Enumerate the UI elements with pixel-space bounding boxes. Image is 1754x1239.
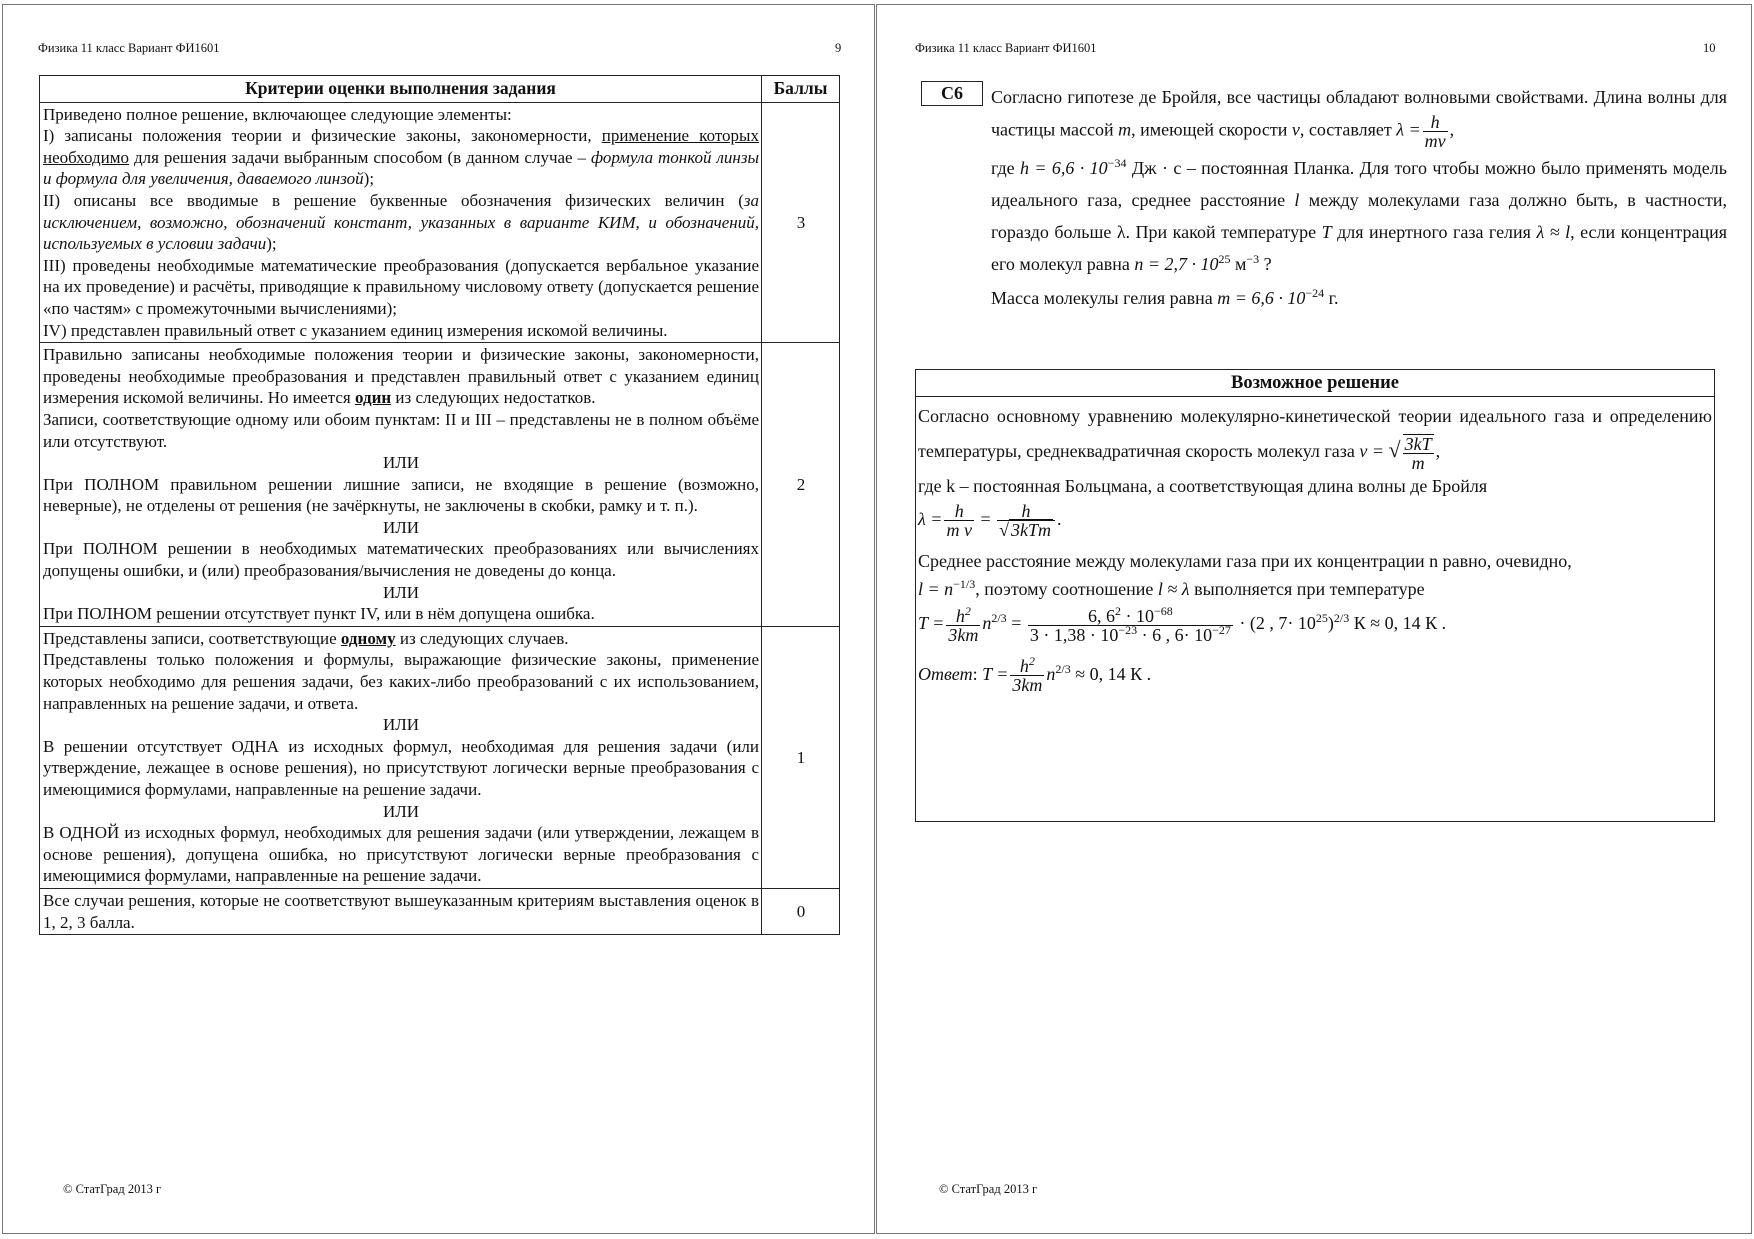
criteria-cell: Правильно записаны необходимые положения теории и физические законы, закономерности, проведены необходимые преобразования и представлен правильный ответ с указанием единиц измерения искомой величины. Но имеется один из следующих недостатков. Записи, соответствующие одному или обоим пунктам: II и III – представлены не в полном объёме или отсутствуют. ИЛИ При ПОЛНОМ правильном решении лишние записи, не входящие в решение (возможно, неверные), не отделены от решения (не зачёркнуты, не заключены в скобки, рамку и т. п.). ИЛИ При ПОЛНОМ решении в необходимых математических преобразованиях или вычислениях допущены ошибки, и (или) преобразования/вычисления не доведены до конца. ИЛИ При ПОЛНОМ решении отсутствует пункт IV, или в нём допущена ошибка. (40, 343, 762, 627)
page-header: Физика 11 класс Вариант ФИ1601 (915, 41, 1097, 55)
debroglie-formula: $\frac{h}{\text{m v}}$ (946, 501, 972, 541)
points-cell: 2 (762, 343, 840, 627)
table-row (40, 343, 840, 627)
page-header: Физика 11 класс Вариант ФИ1601 (38, 41, 220, 55)
table-row (40, 626, 840, 888)
points-cell: 3 (762, 102, 840, 343)
answer-label: Ответ (918, 663, 973, 684)
table-header-row (40, 76, 840, 103)
lambda-formula: $\frac{h}{mv}$ (1424, 112, 1446, 151)
page-footer: © СтатГрад 2013 г (939, 1182, 1038, 1196)
points-cell: 1 (762, 626, 840, 888)
question-label: С6 (921, 81, 983, 106)
temperature-calc: $\frac{6, 6^2 \cdot 10^{-68}}{3 \cdot 1,38 \cdot 10^{-23} \cdot 6 , 6\cdot 10^{-27}}$ (1029, 603, 1231, 645)
criteria-cell: Приведено полное решение, включающее следующие элементы: I) записаны положения теории и физические законы, закономерности, применение которых необходимо для решения задачи выбранным способом (в данном случае – формула тонкой линзы и формула для увеличения, даваемого линзой); II) описаны все вводимые в решение буквенные обозначения физических величин (за исключением, возможно, обозначений констант, указанных в варианте КИМ, и обозначений, используемых в условии задачи); III) проведены необходимые математические преобразования (допускается вербальное указание на их проведение) и расчёты, приводящие к правильному числовому ответу (допускается решение «по частям» с промежуточными вычислениями); IV) представлен правильный ответ с указанием единиц измерения искомой величины. (40, 102, 762, 343)
criteria-column-header: Критерии оценки выполнения задания (40, 76, 762, 103)
table-row (40, 102, 840, 343)
criteria-cell: Представлены записи, соответствующие одному из следующих случаев. Представлены только положения и формулы, выражающие физические законы, применение которых необходимо для решения задачи, без каких-либо преобразований с их использованием, направленных на решение задачи, и ответа. ИЛИ В решении отсутствует ОДНА из исходных формул, необходимая для решения задачи (или утверждение, лежащее в основе решения), но присутствуют логически верные преобразования с имеющимися формулами, направленные на решение задачи. ИЛИ В ОДНОЙ из исходных формул, необходимых для решения задачи (или утверждении, лежащем в основе решения), допущена ошибка, но присутствуют логически верные преобразования с имеющимися формулами, направленные на решение задачи. (40, 626, 762, 888)
page-10 (876, 4, 1752, 1234)
page-9 (2, 4, 875, 1234)
solution-box: Возможное решение Согласно основному уравнению молекулярно-кинетической теории идеального газа и определению температуры, среднеквадратичная скорость молекул газа v = √ $\frac{3kT}{m}$ , где k – постоянная Больцмана, а соответствующая длина волны де Бройля λ = $\frac{h}{\text{m v}}$ = $\frac{h}{\text{√ 3kTm}}$ . Среднее расстояние между молекулами газа при их концентрации n равно, очевидно, $l = n^{-1/3}$, поэтому соотношение l ≈ λ выполняется при температуре T = $\frac{h^2}{3km}$ $n^{2/3}$ = $\frac{6, 6^2 \cdot 10^{-68}}{3 \cdot 1,38 \cdot 10^{-23} \cdot 6 , 6\cdot 10^{-27}}$ · (2 , $7\cdot 10^{25})^{2/3}$ К ≈ 0, 14 К . Ответ: T = $\frac{h^2}{3km}$ $n^{2/3} \approx 0$, 14 К . (915, 369, 1715, 822)
criteria-table (39, 75, 840, 935)
answer-formula: $\frac{h^2}{3km}$ (1012, 654, 1043, 695)
page-footer: © СтатГрад 2013 г (63, 1182, 162, 1196)
criteria-cell: Все случаи решения, которые не соответствуют вышеуказанным критериям выставления оценок в 1, 2, 3 балла. (40, 888, 762, 934)
question-text: Согласно гипотезе де Бройля, все частицы обладают волновыми свойствами. Длина волны для частицы массой m, имеющей скорости v, составляет λ = $\frac{h}{mv}$ , где $h = 6,6 \cdot 10^{-34}$ Дж · с – постоянная Планка. Для того чтобы можно было применять модель идеального газа, среднее расстояние l между молекулами газа должно быть, в частности, гораздо больше λ. При какой температуре T для инертного газа гелия λ ≈ l, если концентрация его молекул равна $n = 2,7 \cdot 10^{25}$ $м^{-3}$ ? Масса молекулы гелия равна $m = 6,6 \cdot 10^{-24}$ г. (991, 87, 1727, 308)
points-column-header: Баллы (762, 76, 840, 103)
temperature-formula: $\frac{h^2}{3km}$ (948, 603, 979, 645)
velocity-formula: $\frac{3kT}{m}$ (1404, 433, 1432, 473)
table-row (40, 888, 840, 934)
points-cell: 0 (762, 888, 840, 934)
page-number: 10 (1703, 41, 1716, 55)
page-number: 9 (835, 41, 842, 55)
solution-title: Возможное решение (916, 370, 1714, 397)
